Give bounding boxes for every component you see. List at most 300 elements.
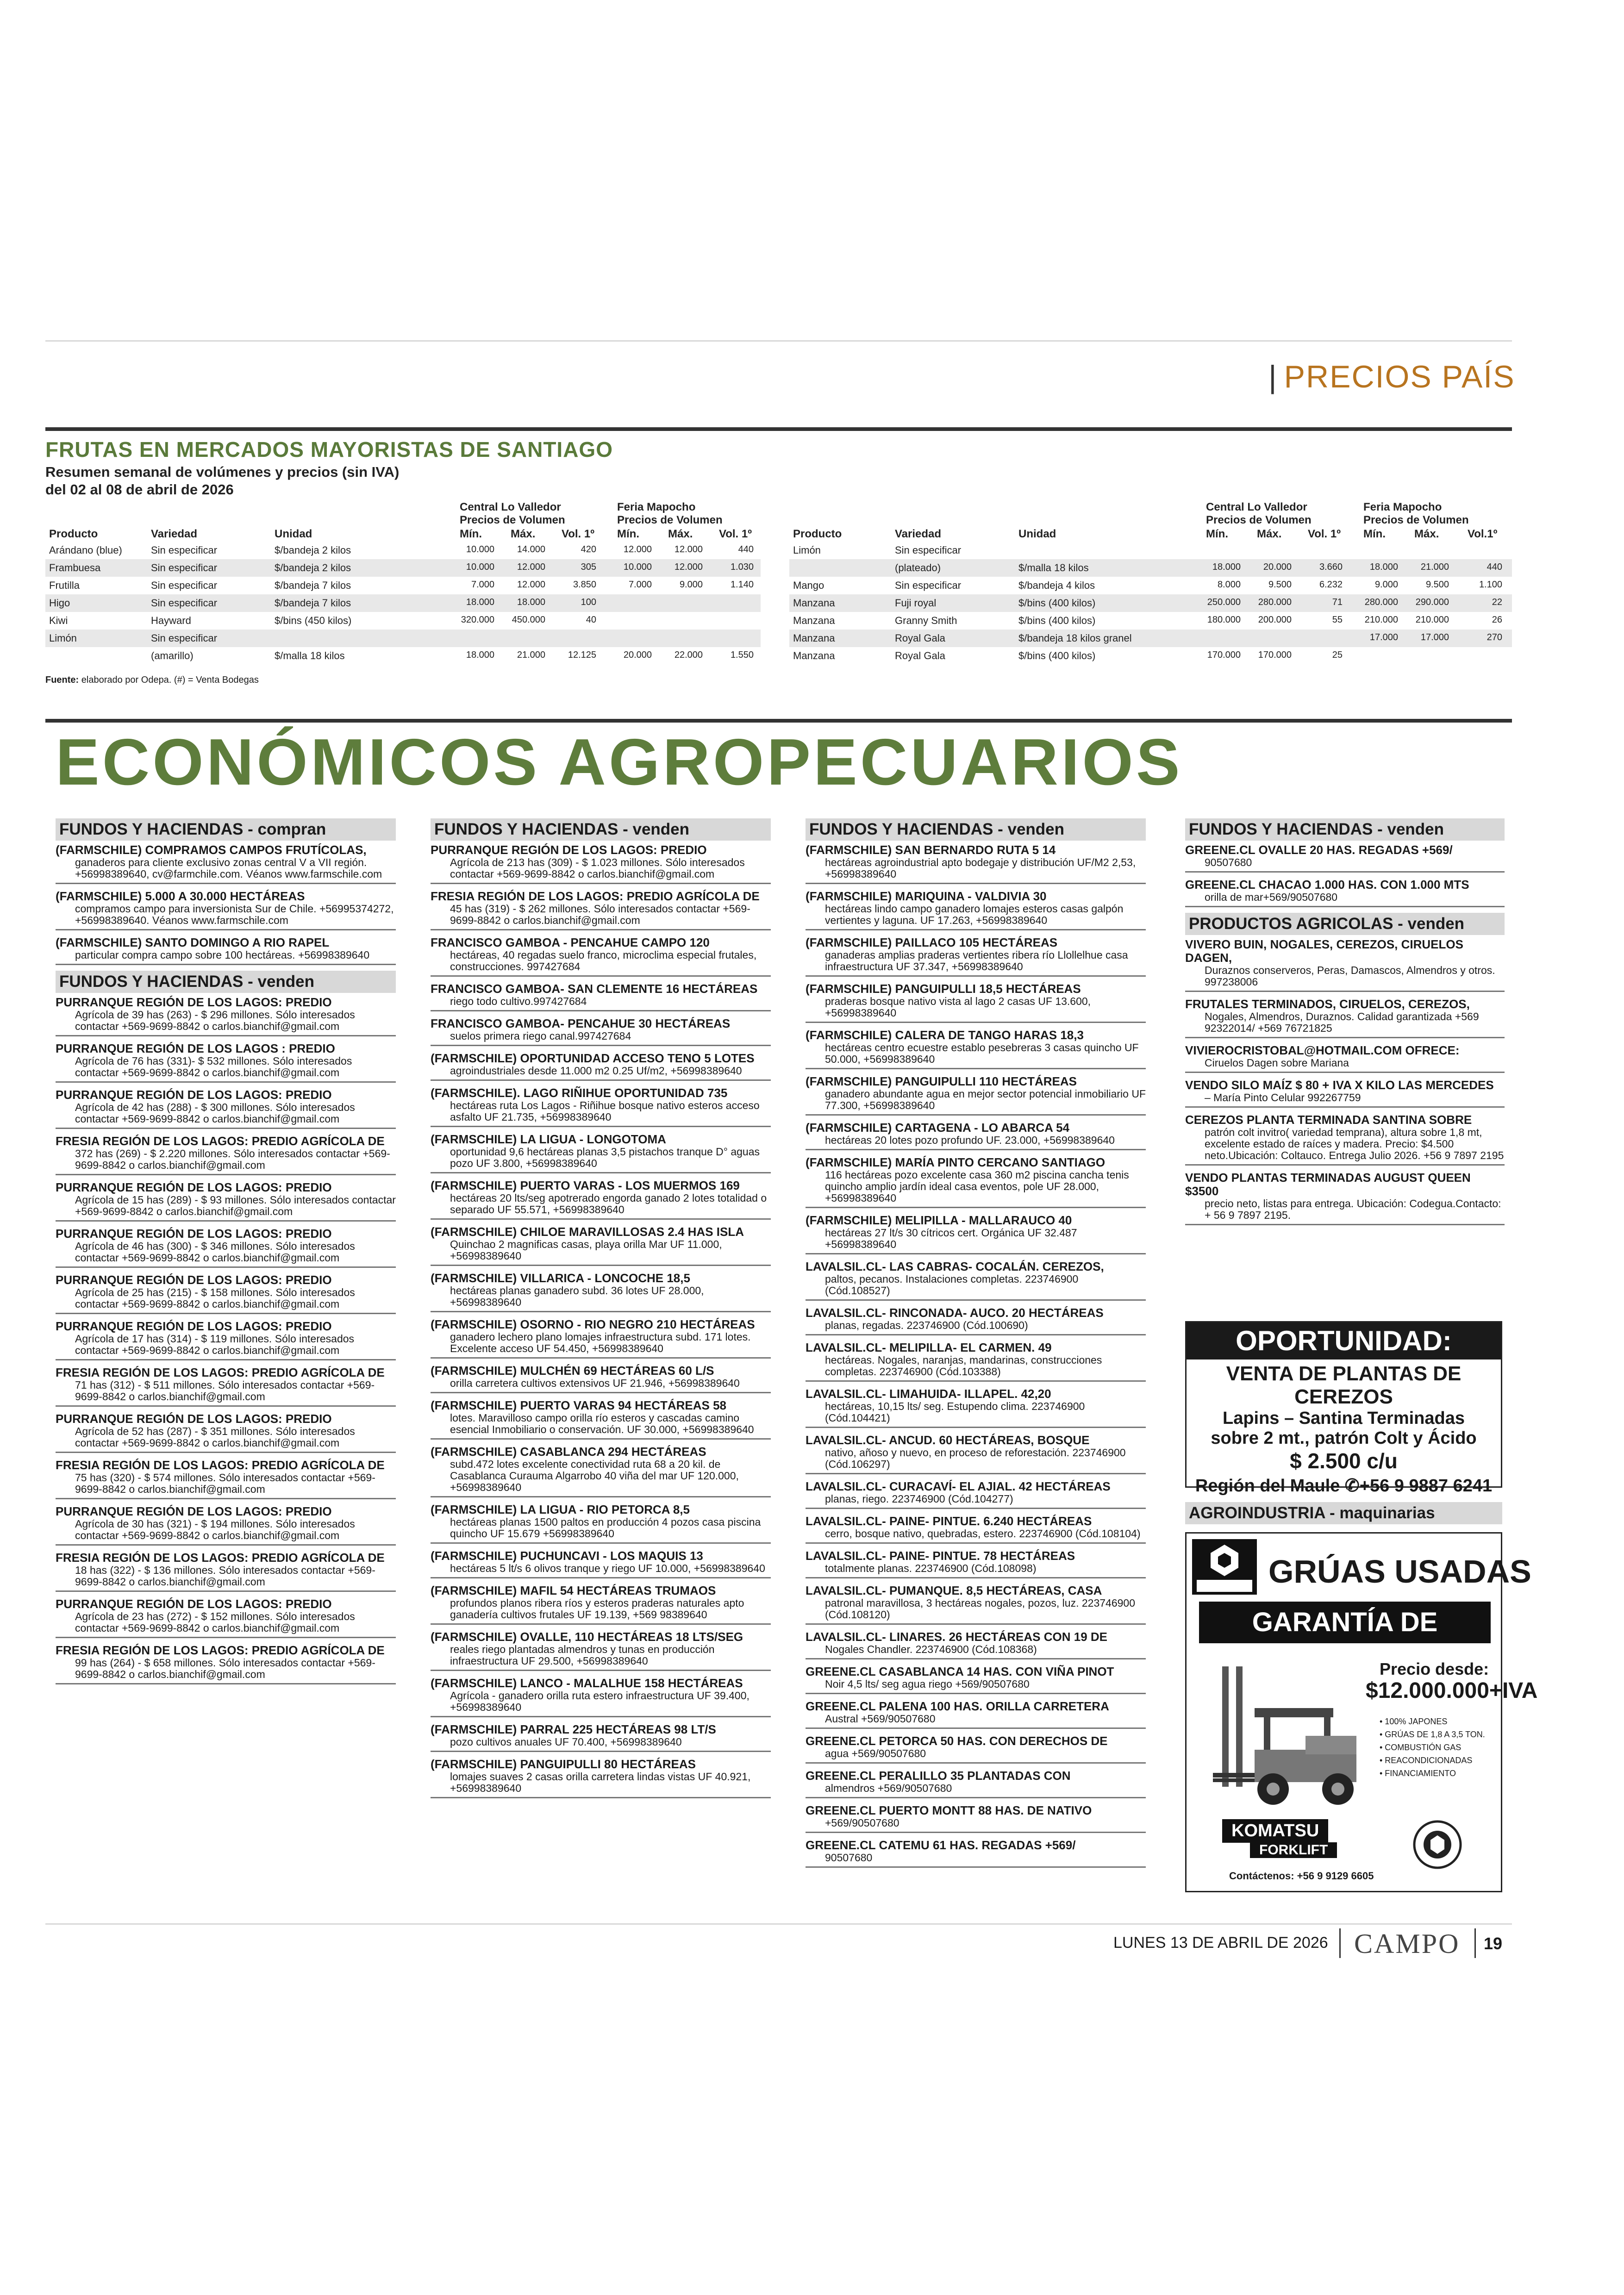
ad-body: Nogales Chandler. 223746900 (Cód.108368) — [825, 1643, 1037, 1655]
ad-body: paltos, pecanos. Instalaciones completas. 223746900 (Cód.108527) — [825, 1273, 1079, 1297]
ad-body: hectáreas 5 lt/s 6 olivos tranque y riego UF 10.000, +56998389640 — [450, 1562, 765, 1574]
ads-list — [806, 843, 1146, 1868]
ad-headline: (FARMSCHILE) VILLARICA - LONCOCHE 18,5 — [431, 1271, 690, 1285]
ad-headline: (FARMSCHILE) PANGUIPULLI 18,5 HECTÁREAS — [806, 982, 1081, 996]
col-unidad-r: Unidad — [1018, 528, 1056, 540]
ad-headline: LAVALSIL.CL- LINARES. 26 HECTÁREAS CON 19 DE — [806, 1630, 1107, 1644]
table-cell: 1.550 — [730, 650, 754, 660]
table-cell: 440 — [738, 544, 754, 555]
classifieds-col-4 — [1185, 818, 1505, 1231]
table-cell: Sin especificar — [151, 597, 218, 609]
ad-body: Agrícola de 30 has (321) - $ 194 millones. Sólo interesados contactar +569-9699-8842 o carlos.bianchif@gmail.com — [75, 1518, 355, 1541]
ad-headline: PURRANQUE REGIÓN DE LOS LAGOS: PREDIO — [431, 843, 707, 857]
table-cell: Limón — [793, 544, 821, 556]
table-cell: 450.000 — [512, 615, 545, 625]
ad-body: hectáreas planas ganadero subd. 36 lotes UF 28.000, +56998389640 — [450, 1285, 704, 1308]
classified-ad — [56, 843, 396, 884]
table-cell: 3.850 — [573, 580, 596, 590]
cherry-plants-ad — [1185, 1321, 1502, 1496]
category-header: FUNDOS Y HACIENDAS - venden — [1185, 818, 1505, 841]
classified-ad — [806, 1387, 1146, 1428]
table-cell: 12.000 — [674, 562, 703, 572]
category-header: FUNDOS Y HACIENDAS - venden — [431, 818, 771, 841]
ad-headline: LAVALSIL.CL- RINCONADA- AUCO. 20 HECTÁREAS — [806, 1306, 1104, 1320]
table-cell: 25 — [1332, 650, 1343, 660]
ad-headline: VIVIEROCRISTOBAL@HOTMAIL.COM OFRECE: — [1185, 1043, 1460, 1057]
ad-headline: FRESIA REGIÓN DE LOS LAGOS: PREDIO AGRÍCOLA DE — [56, 1551, 385, 1565]
table-cell: $/bandeja 7 kilos — [275, 580, 351, 591]
ad-headline: LAVALSIL.CL- MELIPILLA- EL CARMEN. 49 — [806, 1341, 1052, 1354]
ad-body: riego todo cultivo.997427684 — [450, 995, 587, 1007]
ad-body: 90507680 — [825, 1852, 873, 1864]
ad-body: hectáreas, 40 regadas suelo franco, microclima especial frutales, construcciones. 997427684 — [450, 949, 757, 973]
classifieds-title: ECONÓMICOS AGROPECUARIOS — [56, 725, 1183, 799]
ad-body: 116 hectáreas pozo excelente casa 360 m2 piscina cancha tenis quincho amplio jardín ideal casa eventos, pole UF 28.000, +56998389640 — [825, 1169, 1129, 1204]
ad-headline: PURRANQUE REGIÓN DE LOS LAGOS: PREDIO — [56, 1180, 332, 1194]
classifieds-col-1 — [56, 818, 396, 1690]
ad-headline: LAVALSIL.CL- LIMAHUIDA- ILLAPEL. 42,20 — [806, 1387, 1051, 1401]
table-cell: 12.000 — [674, 544, 703, 555]
table-cell: 22 — [1492, 597, 1502, 607]
table-cell: 290.000 — [1415, 597, 1449, 607]
classified-ad — [431, 1677, 771, 1717]
ad-headline: GREENE.CL OVALLE 20 HAS. REGADAS +569/ — [1185, 843, 1453, 857]
classified-ad — [56, 996, 396, 1036]
ad-body: particular compra campo sobre 100 hectáreas. +56998389640 — [75, 949, 370, 961]
ad-headline: LAVALSIL.CL- ANCUD. 60 HECTÁREAS, BOSQUE — [806, 1433, 1090, 1447]
group-sub-valledor-r: Precios de Volumen — [1206, 514, 1312, 526]
table-cell: (amarillo) — [151, 650, 194, 661]
table-cell: 170.000 — [1207, 650, 1241, 660]
table-row — [789, 542, 1512, 559]
ad-headline: PURRANQUE REGIÓN DE LOS LAGOS: PREDIO — [56, 1088, 332, 1102]
ad-body: nativo, añoso y nuevo, en proceso de reforestación. 223746900 (Cód.106297) — [825, 1447, 1126, 1470]
classified-ad — [1185, 938, 1505, 992]
table-cell: 280.000 — [1364, 597, 1398, 607]
ad-headline: PURRANQUE REGIÓN DE LOS LAGOS : PREDIO — [56, 1041, 335, 1055]
ad-line: sobre 2 mt., patrón Colt y Ácido — [1211, 1428, 1477, 1448]
table-cell: 14.000 — [517, 544, 545, 555]
table-cell: 12.125 — [568, 650, 596, 660]
ad-headline: (FARMSCHILE) SANTO DOMINGO A RIO RAPEL — [56, 935, 330, 949]
classified-ad — [806, 1700, 1146, 1729]
ad-body: Agrícola de 213 has (309) - $ 1.023 millones. Sólo interesados contactar +569-9699-8842 o carlos.bianchif@gmail.com — [450, 856, 745, 880]
classified-ad — [1185, 1171, 1505, 1225]
ad-body: patrón colt invitro( variedad temprana), altura sobre 1,8 mt, excelente estado de raíces y madera. Precio: $4.500 neto.Ubicación: Coltauco. Entrega Julio 2026. +56 9 7897 2195 — [1205, 1126, 1504, 1161]
table-cell: 305 — [581, 562, 596, 572]
table-cell: 210.000 — [1364, 615, 1398, 625]
ad-body: precio neto, listas para entrega. Ubicación: Codegua.Contacto: + 56 9 7897 2195. — [1205, 1197, 1501, 1221]
ad-body: lomajes suaves 2 casas orilla carretera lindas vistas UF 40.921, +56998389640 — [450, 1771, 751, 1794]
classified-ad — [431, 1723, 771, 1752]
ad-headline: (FARMSCHILE) PAILLACO 105 HECTÁREAS — [806, 935, 1058, 949]
classified-ad — [431, 1052, 771, 1081]
ad-body: hectáreas centro ecuestre establo pesebreras 3 casas quincho UF 50.000, +56998389640 — [825, 1041, 1139, 1065]
ad-body: hectáreas 27 lt/s 30 cítricos cert. Orgánica UF 32.487 +56998389640 — [825, 1227, 1077, 1250]
classified-ad — [806, 982, 1146, 1023]
ad-body: agroindustriales desde 11.000 m2 0.25 Uf/m2, +56998389640 — [450, 1065, 742, 1077]
ad-body: hectáreas, 10,15 lts/ seg. Estupendo clima. 223746900 (Cód.104421) — [825, 1400, 1085, 1424]
table-cell: Manzana — [793, 650, 835, 661]
ad-headline: GREENE.CL PUERTO MONTT 88 HAS. DE NATIVO — [806, 1803, 1092, 1817]
table-cell: 100 — [581, 597, 596, 607]
table-cell: Sin especificar — [151, 562, 218, 574]
table-cell: 21.000 — [1420, 562, 1449, 572]
ad-headline: CEREZOS PLANTA TERMINADA SANTINA SOBRE — [1185, 1113, 1472, 1127]
table-row — [789, 559, 1512, 577]
classified-ad — [806, 936, 1146, 977]
classified-ad — [806, 1630, 1146, 1659]
classified-ad — [806, 1029, 1146, 1069]
ad-body: Ciruelos Dagen sobre Mariana — [1205, 1057, 1349, 1069]
table-cell: 18.000 — [517, 597, 545, 607]
derco-logo-icon — [1192, 1539, 1257, 1595]
ad-headline: FRUTALES TERMINADOS, CIRUELOS, CEREZOS, — [1185, 997, 1470, 1011]
table-cell: 71 — [1332, 597, 1343, 607]
classified-ad — [806, 1665, 1146, 1694]
table-cell: 12.000 — [623, 544, 652, 555]
ad-body: planas, regadas. 223746900 (Cód.100690) — [825, 1319, 1028, 1331]
ad-headline: GREENE.CL CASABLANCA 14 HAS. CON VIÑA PINOT — [806, 1665, 1114, 1678]
forklift-icon — [1204, 1657, 1370, 1815]
table-cell: $/bins (450 kilos) — [275, 615, 352, 626]
ad-body: – María Pinto Celular 992267759 — [1205, 1091, 1361, 1104]
ad-body: Agrícola de 15 has (289) - $ 93 millones. Sólo interesados contactar +569-9699-8842 o carlos.bianchif@gmail.com — [75, 1194, 396, 1217]
forklift-price: $12.000.000+IVA — [1366, 1678, 1538, 1703]
ad-body: hectáreas. Nogales, naranjas, mandarinas, construcciones completas. 223746900 (Cód.103388) — [825, 1354, 1102, 1378]
classified-ad — [1185, 1079, 1505, 1108]
table-cell: 10.000 — [466, 562, 494, 572]
ad-body: 372 has (269) - $ 2.220 millones. Sólo interesados contactar +569-9699-8842 o carlos.bianchif@gmail.com — [75, 1148, 390, 1171]
ad-headline: (FARMSCHILE) MARÍA PINTO CERCANO SANTIAGO — [806, 1155, 1106, 1169]
table-cell: Arándano (blue) — [49, 544, 122, 556]
table-cell: 26 — [1492, 615, 1502, 625]
ad-body: reales riego plantadas almendros y tunas en producción infraestructura UF 29.500, +56998389640 — [450, 1643, 715, 1667]
table-cell: Manzana — [793, 615, 835, 626]
table-cell: $/malla 18 kilos — [275, 650, 345, 661]
ad-body: Austral +569/90507680 — [825, 1713, 936, 1725]
ad-body: 90507680 — [1205, 856, 1252, 868]
classified-ad — [806, 1734, 1146, 1764]
classified-ad — [56, 1042, 396, 1083]
footer-divider — [1339, 1928, 1341, 1958]
table-cell: $/bins (400 kilos) — [1018, 597, 1096, 609]
ad-body: ganadero abundante agua en mejor sector potencial inmobiliario UF 77.300, +56998389640 — [825, 1088, 1146, 1111]
forklift-ad-title: GRÚAS USADAS — [1268, 1553, 1531, 1590]
ad-headline: FRESIA REGIÓN DE LOS LAGOS: PREDIO AGRÍCOLA DE — [56, 1134, 385, 1148]
ad-body: Quinchao 2 magnificas casas, playa orilla Mar UF 11.000, +56998389640 — [450, 1238, 722, 1262]
komatsu-sub: FORKLIFT — [1250, 1842, 1337, 1858]
table-cell: $/bandeja 2 kilos — [275, 544, 351, 556]
table-cell: 18.000 — [466, 650, 494, 660]
table-cell: 18.000 — [466, 597, 494, 607]
ad-headline: (FARMSCHILE) MAFIL 54 HECTÁREAS TRUMAOS — [431, 1584, 716, 1597]
col-min-2: Mín. — [617, 528, 639, 540]
ad-body: agua +569/90507680 — [825, 1747, 926, 1759]
ad-line: VENTA DE PLANTAS DE CEREZOS — [1226, 1362, 1462, 1408]
classified-ad — [806, 1769, 1146, 1798]
ad-body: planas, riego. 223746900 (Cód.104277) — [825, 1493, 1013, 1505]
table-cell: Sin especificar — [895, 544, 962, 556]
ad-headline: (FARMSCHILE) MELIPILLA - MALLARAUCO 40 — [806, 1213, 1072, 1227]
komatsu-logo: KOMATSU — [1222, 1819, 1328, 1843]
forklift-price-label: Precio desde: — [1380, 1659, 1489, 1678]
table-cell: 40 — [586, 615, 596, 625]
feature-item: • REACONDICIONADAS — [1380, 1756, 1473, 1765]
classified-ad — [431, 1445, 771, 1497]
ad-headline: FRESIA REGIÓN DE LOS LAGOS: PREDIO AGRÍCOLA DE — [56, 1643, 385, 1657]
ad-body: Agrícola de 52 has (287) - $ 351 millones. Sólo interesados contactar +569-9699-8842 o carlos.bianchif@gmail.com — [75, 1425, 355, 1449]
table-row — [789, 577, 1512, 594]
table-cell: 10.000 — [623, 562, 652, 572]
ad-headline: PURRANQUE REGIÓN DE LOS LAGOS: PREDIO — [56, 995, 332, 1009]
ad-body: ganadero lechero plano lomajes infraestructura subd. 171 lotes. Excelente acceso UF 54.450, +56998389640 — [450, 1331, 751, 1354]
table-cell: $/bandeja 2 kilos — [275, 562, 351, 574]
col-vol-r: Vol. 1º — [1308, 528, 1341, 540]
ad-headline: PURRANQUE REGIÓN DE LOS LAGOS: PREDIO — [56, 1412, 332, 1426]
table-cell: 200.000 — [1258, 615, 1292, 625]
frutas-subtitle: Resumen semanal de volúmenes y precios (sin IVA) — [45, 464, 400, 480]
ad-line: Lapins – Santina Terminadas — [1222, 1409, 1465, 1428]
classified-ad — [806, 1121, 1146, 1150]
ad-body: Nogales, Almendros, Duraznos. Calidad garantizada +569 92322014/ +569 76721825 — [1205, 1010, 1479, 1034]
seal-icon — [1412, 1819, 1463, 1870]
table-cell: $/bins (400 kilos) — [1018, 650, 1096, 661]
ad-headline: PURRANQUE REGIÓN DE LOS LAGOS: PREDIO — [56, 1227, 332, 1241]
classified-ad — [806, 890, 1146, 930]
table-cell: 270 — [1487, 632, 1502, 642]
ad-headline: (FARMSCHILE) PANGUIPULLI 110 HECTÁREAS — [806, 1074, 1077, 1088]
table-row — [45, 630, 761, 647]
feature-item: • 100% JAPONES — [1380, 1717, 1448, 1726]
ad-headline: FRANCISCO GAMBOA- SAN CLEMENTE 16 HECTÁREAS — [431, 982, 758, 996]
ad-headline: FRESIA REGIÓN DE LOS LAGOS: PREDIO AGRÍCOLA DE — [56, 1366, 385, 1379]
ad-body: 75 has (320) - $ 574 millones. Sólo interesados contactar +569-9699-8842 o carlos.bianchif@gmail.com — [75, 1472, 375, 1495]
classified-ad — [431, 1318, 771, 1359]
col-variedad: Variedad — [151, 528, 198, 540]
classified-ad — [56, 1366, 396, 1407]
ad-headline: GREENE.CL PETORCA 50 HAS. CON DERECHOS DE — [806, 1734, 1108, 1748]
col-min: Mín. — [460, 528, 482, 540]
table-cell: (plateado) — [895, 562, 941, 574]
classifieds-col-2 — [431, 818, 771, 1804]
ad-body: 45 has (319) - $ 262 millones. Sólo interesados contactar +569-9699-8842 o carlos.bianchif@gmail.com — [450, 903, 750, 926]
category-header: PRODUCTOS AGRICOLAS - venden — [1185, 913, 1505, 935]
col-vol: Vol. 1º — [562, 528, 595, 540]
ad-headline: (FARMSCHILE) MARIQUINA - VALDIVIA 30 — [806, 889, 1047, 903]
table-cell: 22.000 — [674, 650, 703, 660]
table-cell: 20.000 — [1263, 562, 1292, 572]
classified-ad — [806, 1549, 1146, 1578]
ad-price: $ 2.500 c/u — [1290, 1449, 1398, 1473]
classified-ad — [1185, 1044, 1505, 1073]
table-cell: 21.000 — [517, 650, 545, 660]
classified-ad — [56, 890, 396, 930]
table-cell: Royal Gala — [895, 632, 945, 644]
table-cell: Sin especificar — [895, 580, 962, 591]
ad-body: ganaderos para cliente exclusivo zonas central V a VII región. +56998389640, cv@farmchile.com. Véanos www.farmschile.com — [75, 856, 382, 880]
classified-ad — [431, 982, 771, 1011]
forklift-features — [1380, 1715, 1485, 1780]
classified-ad — [56, 1227, 396, 1268]
ad-body: Agrícola de 46 has (300) - $ 346 millones. Sólo interesados contactar +569-9699-8842 o carlos.bianchif@gmail.com — [75, 1240, 355, 1264]
ad-body: ganaderas amplias praderas vertientes ribera río Llollelhue casa infraestructura UF 37.347, +56998389640 — [825, 949, 1128, 973]
ad-headline: (FARMSCHILE) OPORTUNIDAD ACCESO TENO 5 LOTES — [431, 1051, 755, 1065]
classified-ad — [56, 1459, 396, 1499]
table-cell: 7.000 — [471, 580, 494, 590]
group-header-valledor: Central Lo Valledor — [460, 501, 561, 513]
table-cell: 18.000 — [1369, 562, 1398, 572]
table-cell: $/malla 18 kilos — [1018, 562, 1089, 574]
col-max-2: Máx. — [668, 528, 693, 540]
ad-headline: LAVALSIL.CL- PAINE- PINTUE. 78 HECTÁREAS — [806, 1549, 1075, 1563]
ad-headline: (FARMSCHILE) PANGUIPULLI 80 HECTÁREAS — [431, 1757, 696, 1771]
classified-ad — [431, 1503, 771, 1544]
classified-ad — [56, 1644, 396, 1684]
mid-rule — [45, 719, 1512, 723]
ad-headline: (FARMSCHILE) COMPRAMOS CAMPOS FRUTÍCOLAS, — [56, 843, 367, 857]
table-cell: 55 — [1332, 615, 1343, 625]
table-cell: 1.140 — [730, 580, 754, 590]
table-cell: Sin especificar — [151, 632, 218, 644]
classified-ad — [431, 1272, 771, 1312]
ad-headline: (FARMSCHILE) CASABLANCA 294 HECTÁREAS — [431, 1445, 706, 1459]
group-header-mapocho-r: Feria Mapocho — [1363, 501, 1442, 513]
classified-ad — [806, 1260, 1146, 1301]
section-name: PRECIOS PAÍS — [1284, 359, 1515, 394]
table-cell: Fuji royal — [895, 597, 937, 609]
section-title — [1268, 359, 1515, 395]
table-row — [45, 647, 761, 665]
prices-table-right — [789, 499, 1512, 670]
classified-ad — [806, 1515, 1146, 1544]
feature-item: • FINANCIAMIENTO — [1380, 1769, 1456, 1778]
table-cell: Limón — [49, 632, 77, 644]
classified-ad — [431, 936, 771, 977]
ad-body: oportunidad 9,6 hectáreas planas 3,5 pistachos tranque D° aguas pozo UF 3.800, +56998389640 — [450, 1146, 760, 1169]
footer-date: LUNES 13 DE ABRIL DE 2026 — [1113, 1934, 1328, 1952]
forklift-ad-guarantee: GARANTÍA DE CALIDAD — [1199, 1602, 1491, 1643]
classified-ad — [431, 1179, 771, 1220]
table-cell: Higo — [49, 597, 70, 609]
table-cell: 8.000 — [1217, 580, 1241, 590]
classified-ad — [431, 1399, 771, 1440]
table-cell: $/bandeja 18 kilos granel — [1018, 632, 1132, 644]
ad-headline: GREENE.CL PALENA 100 HAS. ORILLA CARRETERA — [806, 1699, 1109, 1713]
ad-body: almendros +569/90507680 — [825, 1782, 952, 1794]
ad-headline: LAVALSIL.CL- PAINE- PINTUE. 6.240 HECTÁREAS — [806, 1514, 1092, 1528]
table-cell: 420 — [581, 544, 596, 555]
ad-headline: (FARMSCHILE). LAGO RIÑIHUE OPORTUNIDAD 735 — [431, 1086, 728, 1100]
ad-contact: Región del Maule ✆+56 9 9887 6241 — [1195, 1476, 1493, 1496]
source-note — [45, 675, 259, 686]
table-cell: Hayward — [151, 615, 191, 626]
table-row — [789, 630, 1512, 647]
table-cell: Granny Smith — [895, 615, 957, 626]
ad-body: suelos primera riego canal.997427684 — [450, 1030, 631, 1042]
classified-ad — [56, 1320, 396, 1360]
ads-list — [1185, 843, 1505, 907]
ad-body: Agrícola de 23 has (272) - $ 152 millones. Sólo interesados contactar +569-9699-8842 o carlos.bianchif@gmail.com — [75, 1610, 355, 1634]
classified-ad — [806, 1839, 1146, 1868]
group-sub-mapocho: Precios de Volumen — [617, 514, 723, 526]
section-bar: | — [1268, 359, 1278, 394]
classified-ad — [806, 1214, 1146, 1254]
ad-headline: LAVALSIL.CL- LAS CABRAS- COCALÁN. CEREZOS, — [806, 1260, 1104, 1273]
classified-ad — [56, 1597, 396, 1638]
table-row — [45, 594, 761, 612]
ad-body: hectáreas 20 lts/seg apotrerado engorda ganado 2 lotes totalidad o separado UF 55.571, +56998389640 — [450, 1192, 767, 1216]
ad-body: patronal maravillosa, 3 hectáreas nogales, pozos, luz. 223746900 (Cód.108120) — [825, 1597, 1135, 1621]
table-cell: 1.030 — [730, 562, 754, 572]
source-text: elaborado por Odepa. (#) = Venta Bodegas — [79, 675, 259, 685]
group-sub-mapocho-r: Precios de Volumen — [1363, 514, 1469, 526]
table-cell: Manzana — [793, 632, 835, 644]
classified-ad — [431, 890, 771, 930]
ad-headline: (FARMSCHILE) LANCO - MALALHUE 158 HECTÁREAS — [431, 1676, 743, 1690]
page-number: 19 — [1484, 1934, 1503, 1953]
col-vol-2: Vol. 1º — [719, 528, 752, 540]
top-rule — [45, 340, 1512, 342]
ad-headline: (FARMSCHILE) SAN BERNARDO RUTA 5 14 — [806, 843, 1056, 857]
col-vol-2-r: Vol.1º — [1468, 528, 1498, 540]
feature-item: • COMBUSTIÓN GAS — [1380, 1743, 1462, 1752]
classified-ad — [56, 1273, 396, 1314]
ad-body: cerro, bosque nativo, quebradas, estero. 223746900 (Cód.108104) — [825, 1528, 1141, 1540]
tables-rule — [45, 427, 1512, 431]
table-cell: 17.000 — [1369, 632, 1398, 642]
classified-ad — [806, 1480, 1146, 1509]
ad-headline: (FARMSCHILE) PUCHUNCAVI - LOS MAQUIS 13 — [431, 1549, 703, 1563]
prices-table-left — [45, 499, 761, 670]
table-row — [45, 612, 761, 630]
classified-ad — [56, 1505, 396, 1546]
table-cell: 9.000 — [1374, 580, 1398, 590]
col-min-2-r: Mín. — [1363, 528, 1386, 540]
ad-body: profundos planos ribera ríos y esteros praderas naturales apto ganadería cultivos frutales UF 19.139, +569 98389640 — [450, 1597, 744, 1621]
table-row — [789, 647, 1512, 665]
derco-logo — [1192, 1539, 1257, 1595]
ad-headline: (FARMSCHILE) LA LIGUA - LONGOTOMA — [431, 1132, 666, 1146]
ad-body: 99 has (264) - $ 658 millones. Sólo interesados contactar +569-9699-8842 o carlos.bianchif@gmail.com — [75, 1657, 375, 1680]
table-row — [45, 577, 761, 594]
ad-body: hectáreas agroindustrial apto bodegaje y distribución UF/M2 2,53, +56998389640 — [825, 856, 1136, 880]
category-header: AGROINDUSTRIA - maquinarias — [1185, 1502, 1502, 1524]
classified-ad — [1185, 843, 1505, 873]
ad-body: pozo cultivos anuales UF 70.400, +56998389640 — [450, 1736, 682, 1748]
ad-headline: PURRANQUE REGIÓN DE LOS LAGOS: PREDIO — [56, 1597, 332, 1611]
col-max-2-r: Máx. — [1414, 528, 1439, 540]
ad-headline: (FARMSCHILE) MULCHÉN 69 HECTÁREAS 60 L/S — [431, 1364, 714, 1378]
table-cell: 320.000 — [461, 615, 494, 625]
ad-body: lotes. Maravilloso campo orilla río esteros y cascadas camino esencial Inmobiliario o conservación. UF 30.000, +56998389640 — [450, 1412, 754, 1435]
table-cell: 10.000 — [466, 544, 494, 555]
table-cell: 7.000 — [628, 580, 652, 590]
table-cell: 250.000 — [1207, 597, 1241, 607]
classified-ad — [806, 1804, 1146, 1833]
ad-body: hectáreas lindo campo ganadero lomajes esteros casas galpón vertientes y laguna. UF 17.263, +56998389640 — [825, 903, 1124, 926]
ad-headline: FRESIA REGIÓN DE LOS LAGOS: PREDIO AGRÍCOLA DE — [56, 1458, 385, 1472]
ad-headline: LAVALSIL.CL- CURACAVÍ- EL AJIAL. 42 HECTÁREAS — [806, 1479, 1111, 1493]
table-cell: $/bins (400 kilos) — [1018, 615, 1096, 626]
table-cell: 18.000 — [1212, 562, 1241, 572]
footer-section: CAMPO — [1354, 1928, 1460, 1959]
table-cell: Royal Gala — [895, 650, 945, 661]
ad-body: hectáreas planas 1500 paltos en producción 4 pozos casa piscina quincho UF 15.679 +56998389640 — [450, 1516, 761, 1540]
ads-list — [431, 843, 771, 1798]
classified-ad — [1185, 1113, 1505, 1166]
ad-body: Agrícola de 25 has (215) - $ 158 millones. Sólo interesados contactar +569-9699-8842 o carlos.bianchif@gmail.com — [75, 1286, 355, 1310]
